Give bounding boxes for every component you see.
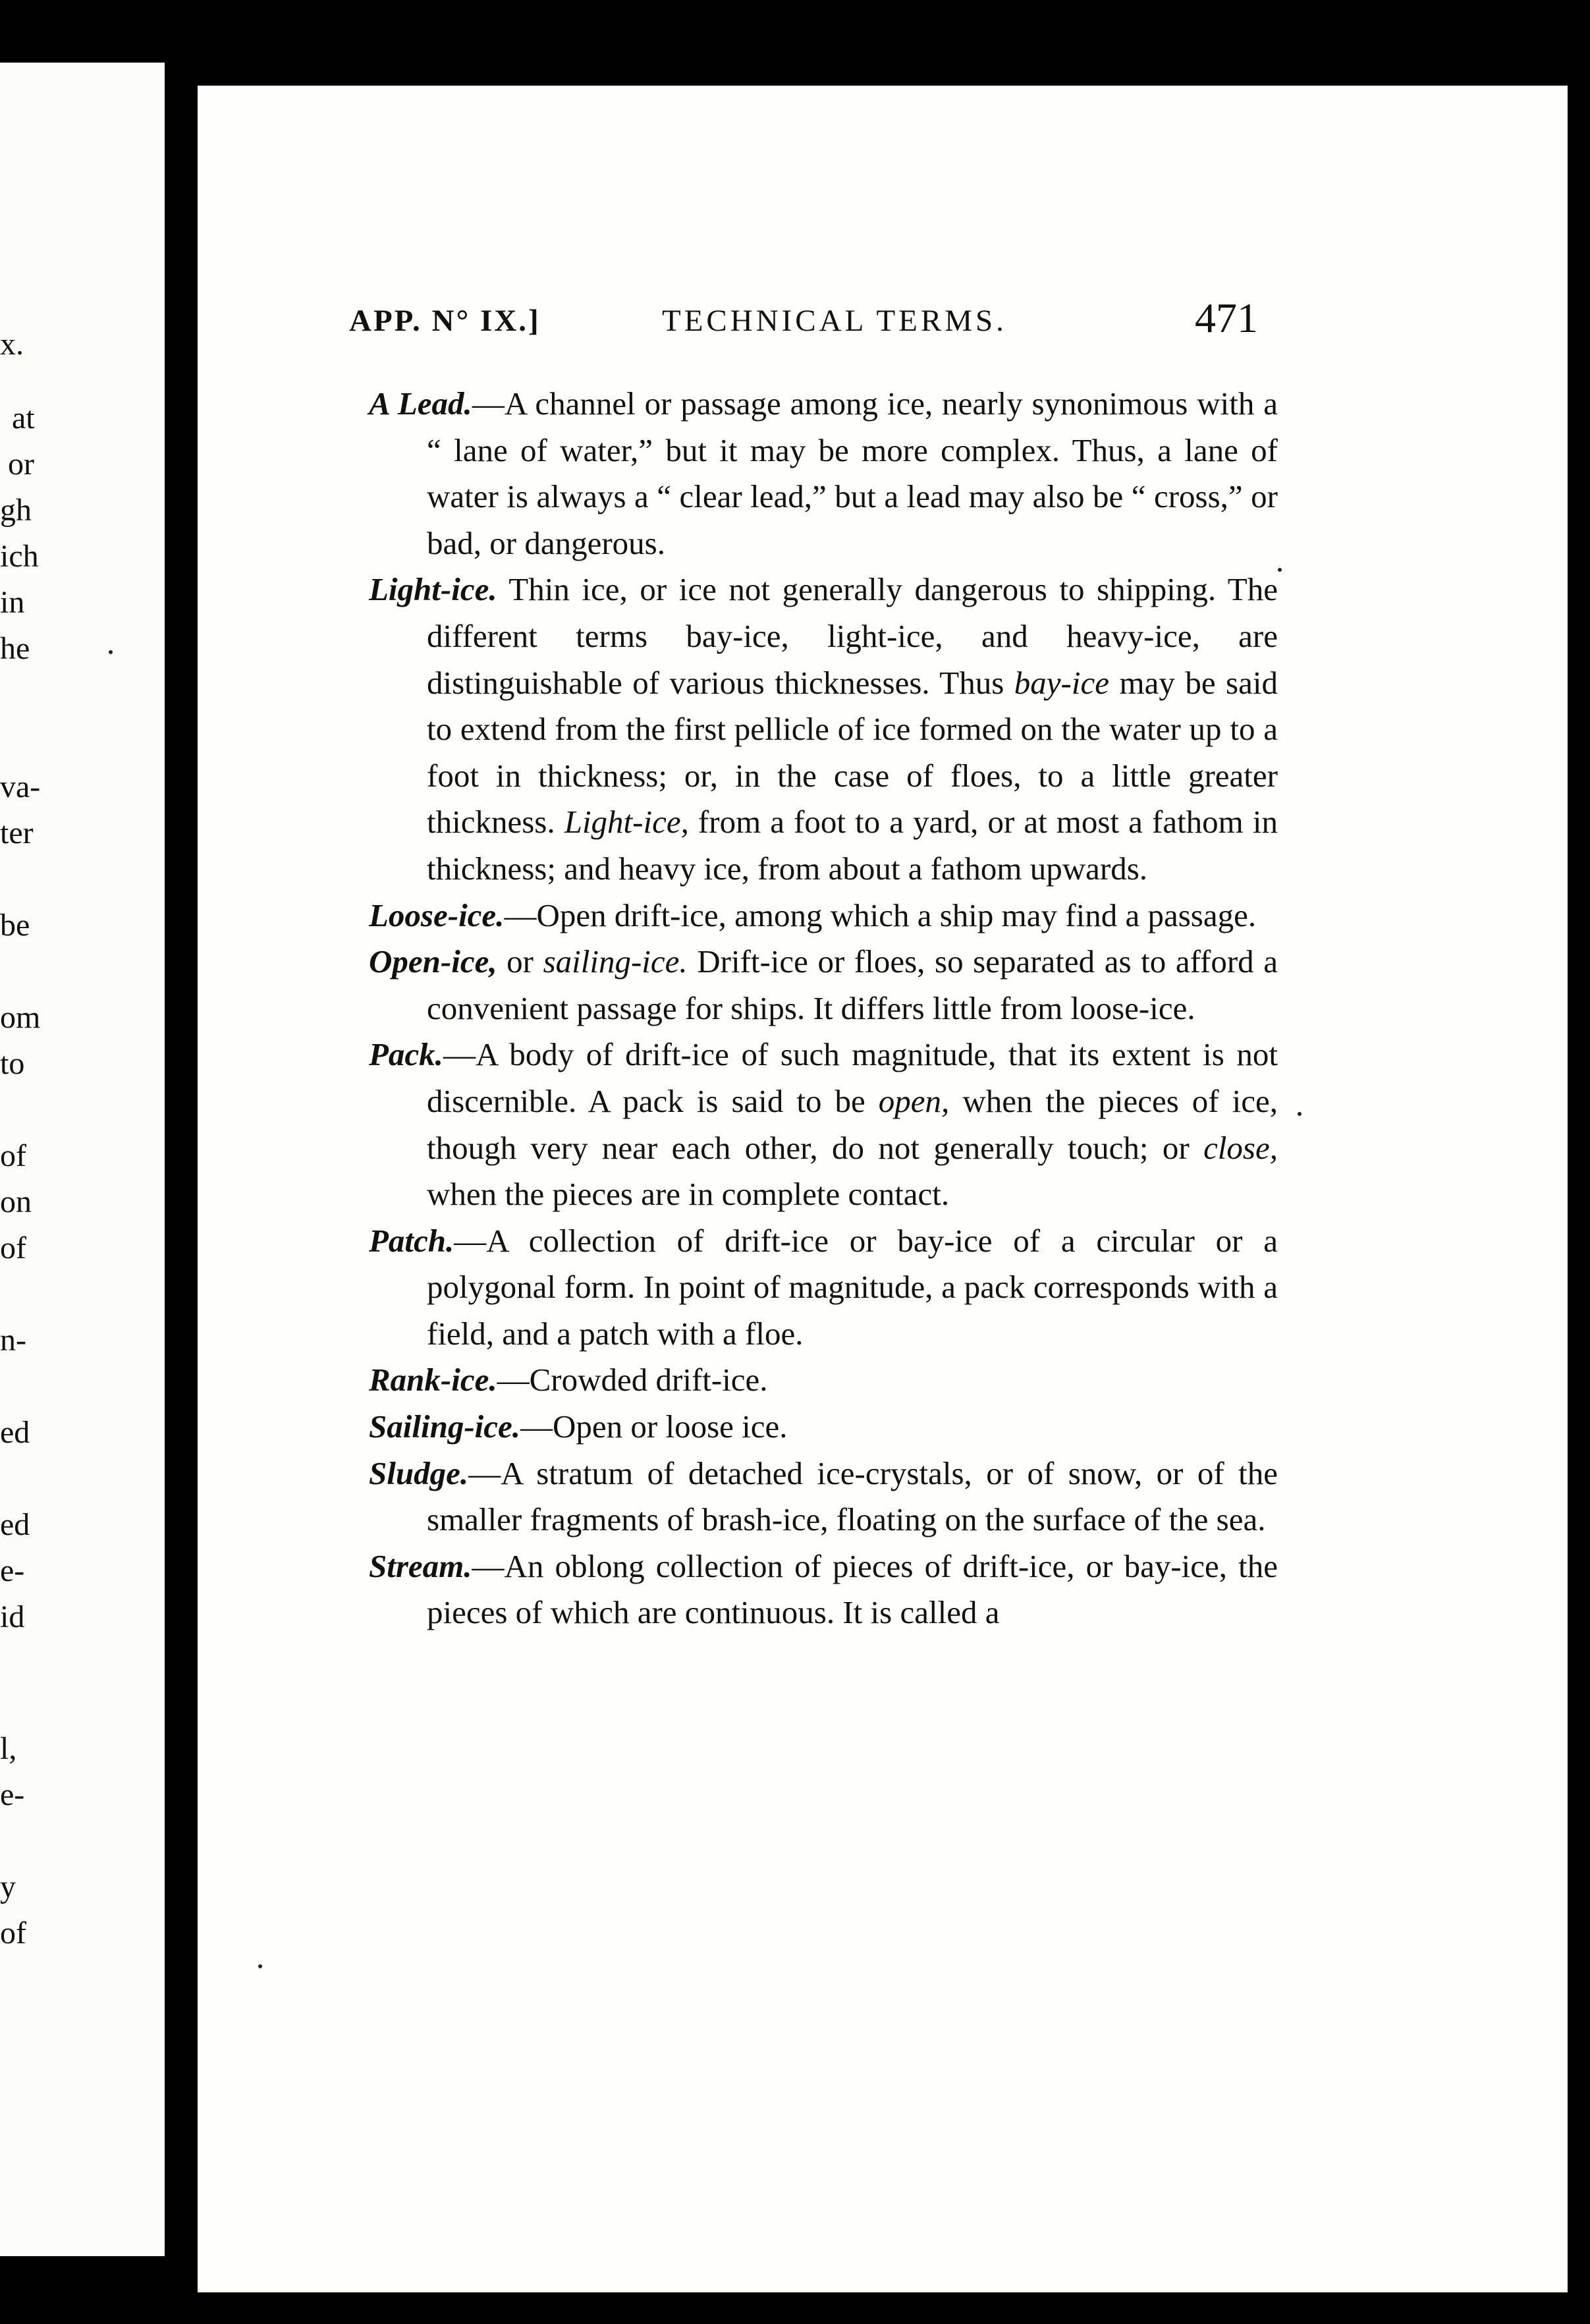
entry-definition: —An oblong collection of pieces of drift-ice, or bay-ice, the pieces of which are continuous. It is called a <box>427 1547 1278 1631</box>
entry-term: Pack. <box>369 1036 443 1073</box>
left-fragment: l, <box>0 1731 17 1766</box>
glossary-entry <box>369 1357 1278 1404</box>
entry-term: Light-ice. <box>369 571 497 608</box>
left-fragment: e- <box>0 1553 25 1588</box>
left-fragment: ed <box>0 1507 30 1542</box>
entry-definition: —Open or loose ice. <box>520 1408 788 1445</box>
entry-term: Sailing-ice. <box>369 1408 521 1445</box>
left-fragment: he <box>0 631 30 666</box>
entry-italic: close, <box>1203 1129 1278 1166</box>
left-fragment: om <box>0 1000 41 1035</box>
entry-definition: Thin ice, or ice not generally dangerous to shipping. The different terms bay-ice, light-ice, and heavy-ice, are distinguishable of various thicknesses. Thus <box>427 571 1278 701</box>
left-fragment: id <box>0 1599 25 1634</box>
left-fragment: of <box>0 1916 26 1950</box>
speck-mark <box>109 650 113 654</box>
entry-definition: when the pieces are in complete contact. <box>427 1176 950 1213</box>
entry-definition: from a foot to a yard, or at most a fathom in thickness; and heavy ice, from about a fathom upwards. <box>427 804 1278 887</box>
entry-term: A Lead. <box>369 385 472 422</box>
left-fragment: or <box>8 447 34 482</box>
left-fragment: of <box>0 1138 26 1173</box>
glossary-entry <box>369 1543 1278 1636</box>
entry-italic: sailing-ice. <box>543 943 688 980</box>
glossary-entry <box>369 893 1278 939</box>
left-fragment: at <box>12 401 35 435</box>
left-fragment: va- <box>0 769 41 804</box>
speck-mark <box>258 1964 262 1968</box>
entry-italic: Light-ice, <box>564 804 689 841</box>
running-header <box>349 296 1258 349</box>
page-number: 471 <box>1195 294 1258 341</box>
left-fragment: be <box>0 908 30 943</box>
entry-italic: open, <box>878 1082 950 1119</box>
left-fragment: on <box>0 1184 32 1219</box>
left-fragment: ed <box>0 1415 30 1450</box>
glossary-entry <box>369 567 1278 892</box>
section-title: TECHNICAL TERMS. <box>662 304 1007 338</box>
left-fragment: to <box>0 1046 25 1081</box>
entry-definition: —A channel or passage among ice, nearly synonimous with a “ lane of water,” but it may be more complex. Thus, a lane of water is always a “ clear lead,” but a lead may also be “ cross,” or bad, or dangerous. <box>427 385 1278 561</box>
left-fragment: ter <box>0 816 34 850</box>
glossary-entry <box>369 1404 1278 1451</box>
glossary-body <box>369 381 1278 1636</box>
entry-definition: when the pieces of ice, though very near each other, do not generally touch; or <box>427 1082 1278 1166</box>
left-fragment: in <box>0 585 25 620</box>
entry-definition: —Open drift-ice, among which a ship may find a passage. <box>504 897 1257 933</box>
glossary-entry <box>369 1032 1278 1217</box>
entry-definition: or <box>497 943 543 980</box>
speck-mark <box>1278 568 1282 572</box>
left-fragment: n- <box>0 1323 26 1358</box>
left-fragment: e- <box>0 1777 25 1812</box>
entry-term: Sludge. <box>369 1454 469 1491</box>
entry-term: Stream. <box>369 1547 472 1584</box>
glossary-entry <box>369 1451 1278 1543</box>
entry-italic: bay-ice <box>1014 664 1109 701</box>
entry-term: Open-ice, <box>369 943 497 980</box>
entry-definition: —A body of drift-ice of such magnitude, that its extent is not discernible. A pack is said to be <box>427 1036 1278 1119</box>
entry-definition: Drift-ice or floes, so separated as to afford a convenient passage for ships. It differs little from loose-ice. <box>427 943 1278 1026</box>
entry-definition: —Crowded drift-ice. <box>497 1362 768 1398</box>
speck-mark <box>1298 1112 1302 1116</box>
left-fragment: ich <box>0 539 39 574</box>
left-fragment: gh <box>0 493 32 528</box>
entry-definition: —A stratum of detached ice-crystals, or of snow, or of the smaller fragments of brash-ice, floating on the surface of the sea. <box>427 1454 1278 1538</box>
entry-term: Rank-ice. <box>369 1362 497 1398</box>
entry-definition: —A collection of drift-ice or bay-ice of a circular or a polygonal form. In point of magnitude, a pack corresponds with a field, and a patch with a floe. <box>427 1222 1278 1352</box>
appendix-label: APP. N° IX.] <box>349 304 541 338</box>
glossary-entry <box>369 381 1278 567</box>
glossary-entry <box>369 939 1278 1032</box>
left-fragment: y <box>0 1869 16 1904</box>
left-fragment: x. <box>0 327 24 362</box>
glossary-entry <box>369 1218 1278 1358</box>
entry-term: Loose-ice. <box>369 897 505 933</box>
entry-term: Patch. <box>369 1222 454 1259</box>
left-facing-page <box>0 63 165 2256</box>
entry-definition: may be said to extend from the first pellicle of ice formed on the water up to a foot in thickness; or, in the case of floes, to a little greater thickness. <box>427 664 1278 841</box>
left-fragment: of <box>0 1231 26 1265</box>
